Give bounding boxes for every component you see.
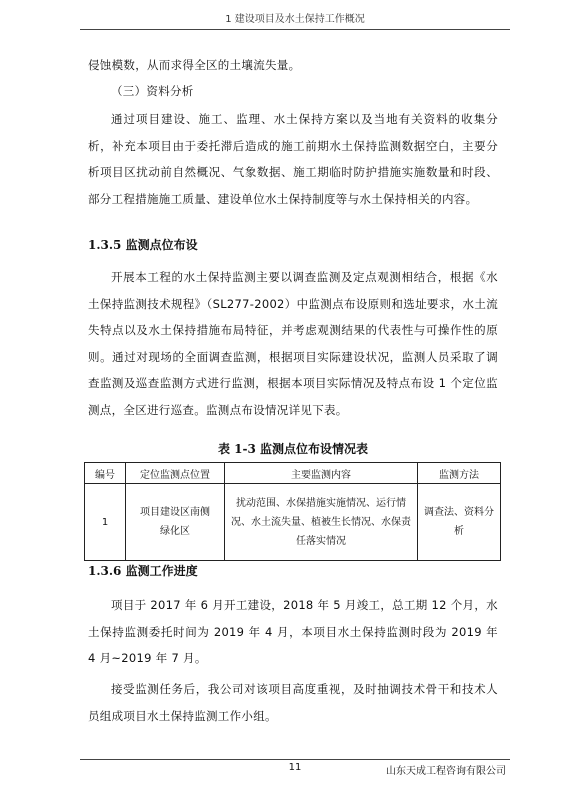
page-header xyxy=(80,10,510,30)
col-header-method: 监测方法 xyxy=(418,463,501,484)
monitoring-points-table xyxy=(84,462,501,561)
table-caption: 表 1-3 监测点位布设情况表 xyxy=(217,442,369,456)
section-heading-monitoring-points: 1.3.5 监测点位布设 xyxy=(88,238,198,252)
paragraph-monitoring-points: 开展本工程的水土保持监测主要以调查监测及定点观测相结合，根据《水土保持监测技术规程》（SL277-2002）中监测点布设原则和选址要求，水土流失特点以及水土保持措施布局特征，并考虑观测结果的代表性与可操作性的原则。通过对现场的全面调查监测，根据项目实际建设状况，监测人员采取了调查监测及巡查监测方式进行监测，根据本项目实际情况及特点布设 1 个定位监测点，全区进行巡查。监测点布设情况详见下表。 xyxy=(88,270,498,417)
cell-content: 扰动范围、水保措施实施情况、运行情况、水土流失量、植被生长情况、水保责任落实情况 xyxy=(225,484,418,561)
table-header-row xyxy=(85,463,501,484)
col-header-number: 编号 xyxy=(85,463,126,484)
page-footer xyxy=(80,759,510,780)
col-header-location: 定位监测点位置 xyxy=(126,463,225,484)
cell-number: 1 xyxy=(85,484,126,561)
paragraph-erosion-modulus: 侵蚀模数，从而求得全区的土壤流失量。 xyxy=(88,58,301,72)
cell-method: 调查法、资料分析 xyxy=(418,484,501,561)
col-header-content: 主要监测内容 xyxy=(225,463,418,484)
table-row xyxy=(85,484,501,561)
paragraph-data-analysis: 通过项目建设、施工、监理、水土保持方案以及当地有关资料的收集分析，补充本项目由于委托滞后造成的施工前期水土保持监测数据空白，主要分析项目区扰动前自然概况、气象数据、施工期临时防护措施实施数量和时段、部分工程措施施工质量、建设单位水土保持制度等与水土保持相关的内容。 xyxy=(88,112,498,206)
cell-location: 项目建设区南侧绿化区 xyxy=(126,484,225,561)
paragraph-schedule: 项目于 2017 年 6 月开工建设，2018 年 5 月竣工，总工期 12 个月，水土保持监测委托时间为 2019 年 4 月，本项目水土保持监测时段为 2019 年 4 月~2019 年 7 月。 xyxy=(88,598,498,665)
company-name: 山东天成工程咨询有限公司 xyxy=(386,766,506,777)
section-heading-progress: 1.3.6 监测工作进度 xyxy=(88,564,198,578)
header-title: 1 建设项目及水土保持工作概况 xyxy=(225,14,365,25)
page-number: 11 xyxy=(288,762,302,773)
paragraph-team: 接受监测任务后，我公司对该项目高度重视，及时抽调技术骨干和技术人员组成项目水土保持监测工作小组。 xyxy=(88,682,498,723)
subheading-data-analysis: （三）资料分析 xyxy=(111,84,194,98)
